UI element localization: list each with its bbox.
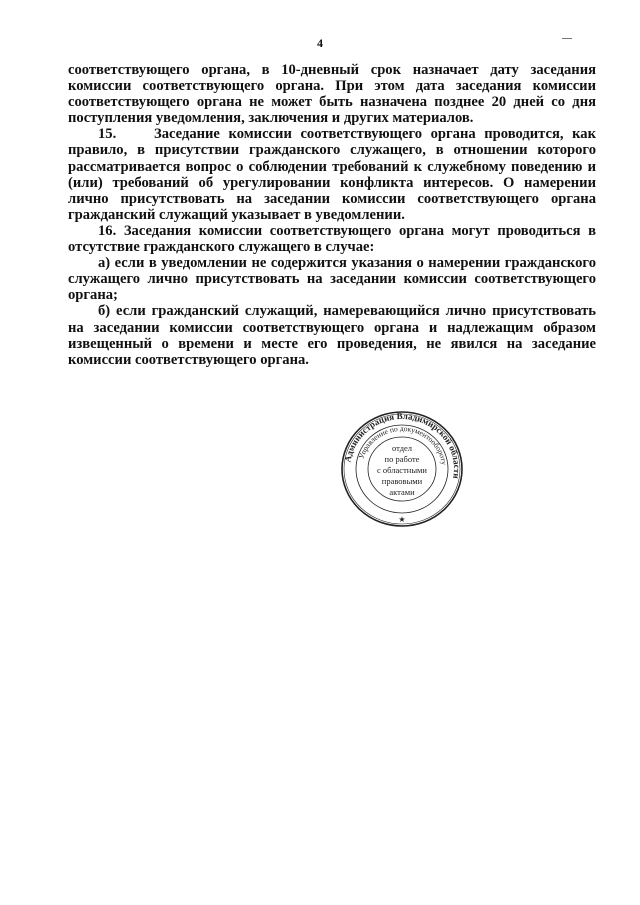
paragraph-text: соответствующего органа, в 10-дневный срок назначает дату заседания комиссии соответствующего органа. При этом дата заседания комиссии соответствующего органа не может быть назначена позднее 20 дней со дня поступления уведомления, заключения и других материалов. xyxy=(68,62,596,127)
paragraph-text: 16. Заседания комиссии соответствующего органа могут проводиться в отсутствие гражданского служащего в случае: xyxy=(68,222,596,256)
seal-center-line: отдел xyxy=(391,443,413,453)
paragraph-number: 15. xyxy=(98,126,117,143)
document-body xyxy=(68,62,596,368)
official-seal xyxy=(340,410,464,528)
paragraph-text: б) если гражданский служащий, намеревающийся лично присутствовать на заседании комиссии соответствующего органа и надлежащим образом извещенный о времени и месте его проведения, не явился на заседание комиссии соответствующего органа. xyxy=(68,303,596,368)
seal-center-text xyxy=(340,410,464,528)
seal-outer-text: Администрация Владимирской области xyxy=(342,410,463,480)
paragraph-15 xyxy=(68,126,596,223)
paragraph-continuation xyxy=(68,62,596,126)
paragraph-text: а) если в уведомлении не содержится указания о намерении гражданского служащего лично присутствовать на заседании комиссии соответствующего органа; xyxy=(68,255,596,304)
seal-star-icon: ★ xyxy=(398,515,406,524)
seal-center-line: правовыми xyxy=(381,476,423,486)
seal-center-line: с областными xyxy=(377,465,427,475)
seal-middle-text: Управление по документообороту xyxy=(356,423,449,466)
paragraph-16 xyxy=(68,223,596,255)
scan-mark xyxy=(562,38,572,39)
paragraph-text: Заседание комиссии соответствующего органа проводится, как правило, в присутствии гражданского служащего, в отношении которого рассматривается вопрос о соблюдении требований к служебному поведению и (или) требований об урегулировании конфликта интересов. О намерении лично присутствовать на заседании комиссии соответствующего органа гражданский служащий указывает в уведомлении. xyxy=(68,126,596,223)
paragraph-16-a xyxy=(68,255,596,303)
seal-center-line: по работе xyxy=(384,454,420,464)
page-number: 4 xyxy=(317,36,323,50)
paragraph-16-b xyxy=(68,303,596,367)
seal-center-line: актами xyxy=(389,487,415,497)
